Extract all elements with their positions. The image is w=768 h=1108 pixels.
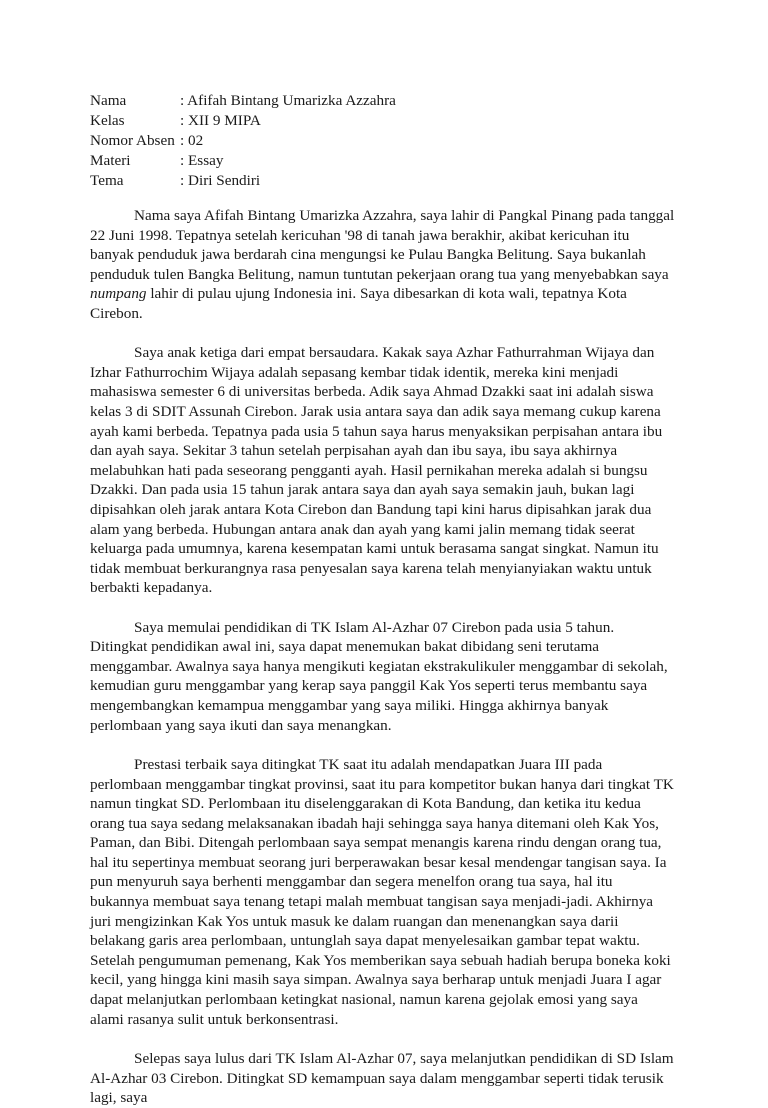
header-label: Kelas <box>90 112 125 129</box>
essay-paragraph-4: Prestasi terbaik saya ditingkat TK saat itu adalah mendapatkan Juara III pada perlombaan menggambar tingkat provinsi, saat itu para kompetitor bukan hanya dari tingkat TK namun tingkat SD. Perlombaan itu diselenggarakan di Kota Bandung, dan ketika itu kedua orang tua saya sedang melaksanakan ibadah haji sehingga saya hanya ditemani oleh Kak Yos, Paman, dan Bibi. Ditengah perlombaan saya sempat menangis karena rindu dengan orang tua, hal itu sepertinya membuat seorang juri berperawakan besar kesal mendengar tangisan saya. Ia pun menyuruh saya berhenti menggambar dan segera menelfon orang tua saya, hal itu bukannya membuat saya tenang tetapi malah membuat tangisan saya menjadi-jadi. Akhirnya juri mengizinkan Kak Yos untuk masuk ke dalam ruangan dan menenangkan saya darii belakang garis area perlombaan, untunglah saya dapat menyelesaikan gambar tepat waktu. Setelah pengumuman pemenang, Kak Yos memberikan saya sebuah hadiah berupa boneka koki kecil, yang hingga kini masih saya simpan. Awalnya saya berharap untuk menjadi Juara I agar dapat melanjutkan perlombaan ketingkat nasional, namun karena gejolak emosi yang saya alami rasanya sulit untuk berkonsentrasi. <box>90 755 674 1028</box>
header-row-nomor-absen <box>90 131 690 151</box>
header-label: Materi <box>90 152 131 169</box>
essay-paragraph-3: Saya memulai pendidikan di TK Islam Al-Azhar 07 Cirebon pada usia 5 tahun. Ditingkat pendidikan awal ini, saya dapat menemukan bakat dibidang seni terutama menggambar. Awalnya saya hanya mengikuti kegiatan ekstrakulikuler menggambar di sekolah, kemudian guru menggambar yang kerap saya panggil Kak Yos seperti terus membantu saya mengembangkan kemampua menggambar yang saya miliki. Hingga akhirnya banyak perlombaan yang saya ikuti dan saya menangkan. <box>90 618 668 734</box>
header-value: : 02 <box>180 132 204 149</box>
header-value: : Afifah Bintang Umarizka Azzahra <box>180 92 396 109</box>
essay-paragraph-5: Selepas saya lulus dari TK Islam Al-Azhar 07, saya melanjutkan pendidikan di SD Islam Al-Azhar 03 Cirebon. Ditingkat SD kemampuan saya dalam menggambar seperti tidak terusik lagi, saya <box>90 1049 674 1107</box>
identity-header <box>90 91 690 191</box>
essay-text: Nama saya Afifah Bintang Umarizka Azzahra, saya lahir di Pangkal Pinang pada tanggal 22 Juni 1998. Tepatnya setelah kericuhan '98 di tanah jawa berakhir, akibat kericuhan itu banyak penduduk jawa berdarah cina mengungsi ke Pulau Bangka Belitung. Saya bukanlah penduduk tulen Bangka Belitung, namun tuntutan pekerjaan orang tua yang menyebabkan saya <box>90 207 675 283</box>
header-label: Nomor Absen <box>90 132 175 149</box>
essay-body <box>90 206 675 1108</box>
header-value: : Diri Sendiri <box>180 172 261 189</box>
essay-italic-word: numpang <box>90 285 147 303</box>
header-value: : Essay <box>180 152 224 169</box>
essay-paragraph-1 <box>90 206 675 324</box>
essay-text: lahir di pulau ujung Indonesia ini. Saya dibesarkan di kota wali, tepatnya Kota Cirebon. <box>90 285 627 322</box>
header-row-materi <box>90 151 690 171</box>
header-row-kelas <box>90 111 690 131</box>
header-value: : XII 9 MIPA <box>180 112 261 129</box>
header-label: Nama <box>90 92 127 109</box>
essay-paragraph-2: Saya anak ketiga dari empat bersaudara. Kakak saya Azhar Fathurrahman Wijaya dan Izhar Fathurrochim Wijaya adalah sepasang kembar tidak identik, mereka kini menjadi mahasiswa semester 6 di universitas berbeda. Adik saya Ahmad Dzakki saat ini adalah siswa kelas 3 di SDIT Assunah Cirebon. Jarak usia antara saya dan adik saya memang cukup karena ayah kami berbeda. Tepatnya pada usia 5 tahun saya harus menyaksikan perpisahan antara ibu dan ayah saya. Sekitar 3 tahun setelah perpisahan ayah dan ibu saya, ibu saya akhirnya melabuhkan hati pada seseorang pengganti ayah. Hasil pernikahan mereka adalah si bungsu Dzakki. Dan pada usia 15 tahun jarak antara saya dan ayah saya semakin jauh, bukan lagi dipisahkan oleh jarak antara Kota Cirebon dan Bandung tapi kini harus dipisahkan jarak dua alam yang berbeda. Hubungan antara anak dan ayah yang kami jalin memang tidak seerat keluarga pada umumnya, karena kesempatan kami untuk berasama sangat singkat. Namun itu tidak membuat berkurangnya rasa penyesalan saya karena telah menyianyiakan waktu untuk berbakti kepadanya. <box>90 344 663 597</box>
header-label: Tema <box>90 172 124 189</box>
header-row-nama <box>90 91 690 111</box>
header-row-tema <box>90 171 690 191</box>
